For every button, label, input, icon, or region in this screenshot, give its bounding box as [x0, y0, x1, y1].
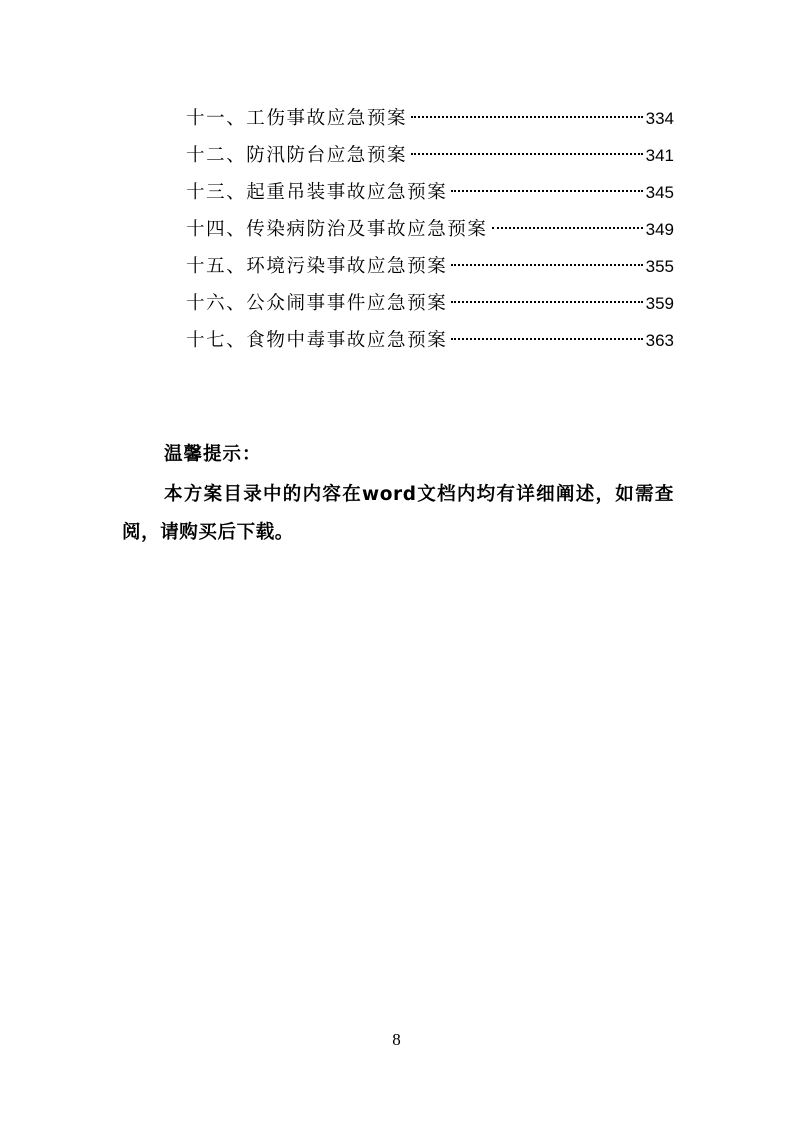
- page-number: 8: [392, 1030, 401, 1049]
- notice-body: 本方案目录中的内容在word文档内均有详细阐述，如需查阅，请购买后下载。: [122, 484, 674, 543]
- toc-entry-page: 341: [645, 146, 674, 165]
- toc-entry[interactable]: [186, 104, 674, 141]
- toc-entry-title: 十三、起重吊装事故应急预案: [186, 182, 448, 203]
- toc-dot-leader: [411, 153, 643, 155]
- toc-entry-title: 十五、环境污染事故应急预案: [186, 256, 448, 277]
- notice-heading: 温馨提示：: [164, 444, 262, 465]
- toc-entry-title: 十六、公众闹事事件应急预案: [186, 293, 448, 314]
- toc-entry-title: 十二、防汛防台应急预案: [186, 145, 408, 166]
- toc-entry-page: 345: [645, 183, 674, 202]
- toc-dot-leader: [451, 264, 642, 266]
- toc-entry-title: 十一、工伤事故应急预案: [186, 108, 408, 129]
- toc-entry[interactable]: [186, 252, 674, 289]
- toc-entry-page: 349: [645, 220, 674, 239]
- toc-dot-leader: [451, 301, 642, 303]
- toc-entry-title: 十四、传染病防治及事故应急预案: [186, 219, 488, 240]
- toc-dot-leader: [411, 116, 643, 118]
- toc-entry[interactable]: [186, 215, 674, 252]
- toc-dot-leader: [451, 338, 642, 340]
- toc-entry-page: 359: [645, 294, 674, 313]
- toc-dot-leader: [492, 227, 643, 229]
- toc-entry[interactable]: [186, 326, 674, 363]
- toc-entry-page: 334: [645, 109, 674, 128]
- toc-dot-leader: [451, 190, 642, 192]
- toc-entry-page: 355: [645, 257, 674, 276]
- toc-entry[interactable]: [186, 178, 674, 215]
- toc-entry-title: 十七、食物中毒事故应急预案: [186, 330, 448, 351]
- toc-entry-page: 363: [645, 331, 674, 350]
- toc-entry[interactable]: [186, 141, 674, 178]
- table-of-contents: [186, 104, 674, 363]
- toc-entry[interactable]: [186, 289, 674, 326]
